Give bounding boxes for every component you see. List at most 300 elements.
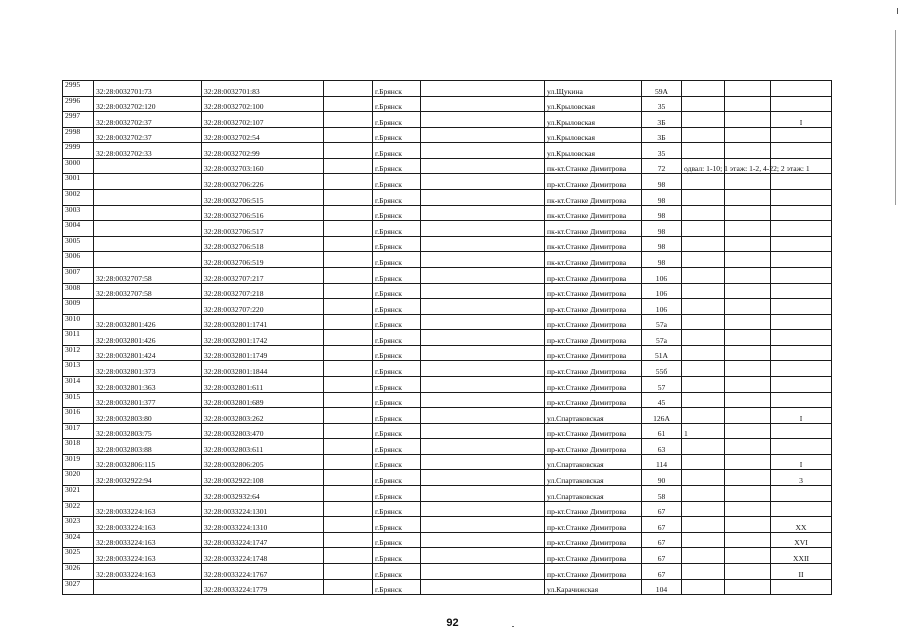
empty-cell (421, 361, 545, 377)
record-number-cell: 3008 (63, 283, 94, 299)
record-number-cell: 3013 (63, 361, 94, 377)
street-cell: пр-кт.Станке Димитрова (545, 361, 642, 377)
record-number-cell: 3022 (63, 501, 94, 517)
house-number-cell: 3Б (642, 112, 682, 128)
table-row (63, 563, 832, 579)
city-cell: г.Брянск (373, 392, 421, 408)
empty-cell (725, 532, 771, 548)
floor-premises-cell (682, 143, 725, 159)
house-number-cell: 98 (642, 190, 682, 206)
record-number-cell: 3003 (63, 205, 94, 221)
empty-cell (324, 579, 373, 595)
record-number-cell: 3010 (63, 314, 94, 330)
room-number-cell: I (771, 408, 832, 424)
empty-cell (421, 190, 545, 206)
room-number-cell: XVI (771, 532, 832, 548)
city-cell: г.Брянск (373, 283, 421, 299)
street-cell: пр-кт.Станке Димитрова (545, 517, 642, 533)
house-number-cell: 63 (642, 439, 682, 455)
record-number-cell: 3001 (63, 174, 94, 190)
empty-cell (421, 501, 545, 517)
land-cadastral-number-cell: 32:28:0032701:73 (94, 81, 202, 97)
floor-premises-cell (682, 361, 725, 377)
house-number-cell: 98 (642, 205, 682, 221)
empty-cell (725, 392, 771, 408)
record-number-cell: 3015 (63, 392, 94, 408)
floor-premises-cell (682, 376, 725, 392)
city-cell: г.Брянск (373, 376, 421, 392)
land-cadastral-number-cell: 32:28:0032702:37 (94, 127, 202, 143)
room-number-cell (771, 330, 832, 346)
record-number-cell: 3019 (63, 454, 94, 470)
empty-cell (725, 548, 771, 564)
land-cadastral-number-cell: 32:28:0032702:120 (94, 96, 202, 112)
table-row (63, 454, 832, 470)
table-row (63, 81, 832, 97)
city-cell: г.Брянск (373, 408, 421, 424)
house-number-cell: 126А (642, 408, 682, 424)
premises-cadastral-number-cell: 32:28:0032801:1749 (202, 345, 324, 361)
room-number-cell (771, 299, 832, 315)
empty-cell (421, 330, 545, 346)
street-cell: пр-кт.Станке Димитрова (545, 345, 642, 361)
street-cell: пк-кт.Станке Димитрова (545, 190, 642, 206)
room-number-cell (771, 423, 832, 439)
house-number-cell: 90 (642, 470, 682, 486)
empty-cell (421, 548, 545, 564)
house-number-cell: 72 (642, 158, 682, 174)
empty-cell (324, 236, 373, 252)
empty-cell (725, 205, 771, 221)
city-cell: г.Брянск (373, 127, 421, 143)
city-cell: г.Брянск (373, 361, 421, 377)
city-cell: г.Брянск (373, 96, 421, 112)
floor-premises-cell: одвал: 1-10; 1 этаж: 1-2, 4-22; 2 этаж: 1 (682, 158, 725, 174)
empty-cell (421, 454, 545, 470)
table-row (63, 190, 832, 206)
table-row (63, 299, 832, 315)
land-cadastral-number-cell: 32:28:0032806:115 (94, 454, 202, 470)
empty-cell (725, 361, 771, 377)
city-cell: г.Брянск (373, 548, 421, 564)
table-row (63, 376, 832, 392)
record-number-cell: 2996 (63, 96, 94, 112)
floor-premises-cell (682, 112, 725, 128)
empty-cell (324, 501, 373, 517)
empty-cell (725, 112, 771, 128)
land-cadastral-number-cell (94, 205, 202, 221)
empty-cell (421, 236, 545, 252)
empty-cell (421, 314, 545, 330)
street-cell: пр-кт.Станке Димитрова (545, 548, 642, 564)
premises-cadastral-number-cell: 32:28:0033224:1767 (202, 563, 324, 579)
empty-cell (421, 205, 545, 221)
table-row (63, 392, 832, 408)
empty-cell (421, 158, 545, 174)
empty-cell (421, 174, 545, 190)
registry-table (62, 80, 832, 595)
empty-cell (324, 408, 373, 424)
empty-cell (324, 96, 373, 112)
empty-cell (725, 96, 771, 112)
premises-cadastral-number-cell: 32:28:0033224:1779 (202, 579, 324, 595)
empty-cell (421, 392, 545, 408)
street-cell: пр-кт.Станке Димитрова (545, 314, 642, 330)
city-cell: г.Брянск (373, 470, 421, 486)
premises-cadastral-number-cell: 32:28:0032706:518 (202, 236, 324, 252)
empty-cell (725, 81, 771, 97)
empty-cell (725, 314, 771, 330)
empty-cell (421, 283, 545, 299)
premises-cadastral-number-cell: 32:28:0032707:217 (202, 267, 324, 283)
empty-cell (421, 221, 545, 237)
empty-cell (725, 252, 771, 268)
city-cell: г.Брянск (373, 330, 421, 346)
room-number-cell (771, 252, 832, 268)
city-cell: г.Брянск (373, 252, 421, 268)
house-number-cell: 98 (642, 174, 682, 190)
room-number-cell: XX (771, 517, 832, 533)
room-number-cell (771, 267, 832, 283)
premises-cadastral-number-cell: 32:28:0032707:218 (202, 283, 324, 299)
room-number-cell (771, 205, 832, 221)
empty-cell (725, 501, 771, 517)
city-cell: г.Брянск (373, 299, 421, 315)
land-cadastral-number-cell: 32:28:0032801:426 (94, 314, 202, 330)
empty-cell (725, 236, 771, 252)
floor-premises-cell (682, 127, 725, 143)
street-cell: ул.Спартаковская (545, 408, 642, 424)
table-row (63, 345, 832, 361)
premises-cadastral-number-cell: 32:28:0033224:1748 (202, 548, 324, 564)
house-number-cell: 61 (642, 423, 682, 439)
record-number-cell: 2998 (63, 127, 94, 143)
record-number-cell: 3011 (63, 330, 94, 346)
city-cell: г.Брянск (373, 501, 421, 517)
empty-cell (725, 330, 771, 346)
empty-cell (725, 486, 771, 502)
city-cell: г.Брянск (373, 174, 421, 190)
empty-cell (725, 563, 771, 579)
empty-cell (324, 376, 373, 392)
table-row (63, 470, 832, 486)
street-cell: пр-кт.Станке Димитрова (545, 299, 642, 315)
empty-cell (725, 579, 771, 595)
land-cadastral-number-cell (94, 299, 202, 315)
street-cell: пр-кт.Станке Димитрова (545, 532, 642, 548)
city-cell: г.Брянск (373, 205, 421, 221)
house-number-cell: 57 (642, 376, 682, 392)
empty-cell (324, 532, 373, 548)
house-number-cell: 67 (642, 548, 682, 564)
street-cell: ул.Карачижская (545, 579, 642, 595)
record-number-cell: 3006 (63, 252, 94, 268)
city-cell: г.Брянск (373, 81, 421, 97)
table-row (63, 143, 832, 159)
empty-cell (421, 127, 545, 143)
house-number-cell: 67 (642, 517, 682, 533)
empty-cell (421, 532, 545, 548)
floor-premises-cell (682, 174, 725, 190)
empty-cell (421, 267, 545, 283)
record-number-cell: 2997 (63, 112, 94, 128)
room-number-cell (771, 439, 832, 455)
land-cadastral-number-cell: 32:28:0033224:163 (94, 548, 202, 564)
empty-cell (421, 96, 545, 112)
street-cell: пр-кт.Станке Димитрова (545, 501, 642, 517)
empty-cell (421, 376, 545, 392)
street-cell: ул.Спартаковская (545, 470, 642, 486)
table-row (63, 174, 832, 190)
scan-speck (512, 626, 514, 627)
empty-cell (324, 470, 373, 486)
land-cadastral-number-cell: 32:28:0033224:163 (94, 532, 202, 548)
street-cell: пк-кт.Станке Димитрова (545, 221, 642, 237)
scan-edge-mark (897, 8, 898, 14)
empty-cell (324, 361, 373, 377)
house-number-cell: 106 (642, 283, 682, 299)
table-row (63, 283, 832, 299)
floor-premises-cell (682, 439, 725, 455)
table-row (63, 236, 832, 252)
table-row (63, 205, 832, 221)
room-number-cell (771, 392, 832, 408)
empty-cell (421, 143, 545, 159)
room-number-cell (771, 190, 832, 206)
empty-cell (324, 158, 373, 174)
table-row (63, 96, 832, 112)
premises-cadastral-number-cell: 32:28:0033224:1301 (202, 501, 324, 517)
street-cell: ул.Щукина (545, 81, 642, 97)
empty-cell (421, 112, 545, 128)
premises-cadastral-number-cell: 32:28:0032922:108 (202, 470, 324, 486)
floor-premises-cell (682, 190, 725, 206)
empty-cell (725, 345, 771, 361)
floor-premises-cell (682, 221, 725, 237)
empty-cell (324, 454, 373, 470)
room-number-cell (771, 221, 832, 237)
premises-cadastral-number-cell: 32:28:0032803:262 (202, 408, 324, 424)
empty-cell (324, 330, 373, 346)
empty-cell (324, 563, 373, 579)
table-row (63, 267, 832, 283)
city-cell: г.Брянск (373, 221, 421, 237)
table-row (63, 330, 832, 346)
table-row (63, 579, 832, 595)
land-cadastral-number-cell: 32:28:0033224:163 (94, 501, 202, 517)
city-cell: г.Брянск (373, 423, 421, 439)
record-number-cell: 3023 (63, 517, 94, 533)
record-number-cell: 3012 (63, 345, 94, 361)
empty-cell (725, 376, 771, 392)
table-row (63, 361, 832, 377)
table-row (63, 548, 832, 564)
table-row (63, 221, 832, 237)
land-cadastral-number-cell: 32:28:0032707:58 (94, 267, 202, 283)
floor-premises-cell (682, 579, 725, 595)
floor-premises-cell (682, 345, 725, 361)
floor-premises-cell (682, 548, 725, 564)
street-cell: пр-кт.Станке Димитрова (545, 423, 642, 439)
record-number-cell: 3021 (63, 486, 94, 502)
room-number-cell: I (771, 112, 832, 128)
table-row (63, 127, 832, 143)
empty-cell (421, 423, 545, 439)
city-cell: г.Брянск (373, 517, 421, 533)
floor-premises-cell (682, 408, 725, 424)
room-number-cell (771, 283, 832, 299)
street-cell: пр-кт.Станке Димитрова (545, 376, 642, 392)
empty-cell (725, 299, 771, 315)
house-number-cell: 104 (642, 579, 682, 595)
land-cadastral-number-cell: 32:28:0032702:33 (94, 143, 202, 159)
empty-cell (725, 517, 771, 533)
empty-cell (421, 299, 545, 315)
land-cadastral-number-cell: 32:28:0032803:88 (94, 439, 202, 455)
city-cell: г.Брянск (373, 314, 421, 330)
room-number-cell (771, 579, 832, 595)
room-number-cell: I (771, 454, 832, 470)
room-number-cell (771, 376, 832, 392)
premises-cadastral-number-cell: 32:28:0032706:226 (202, 174, 324, 190)
empty-cell (324, 112, 373, 128)
city-cell: г.Брянск (373, 439, 421, 455)
registry-table-body (63, 81, 832, 595)
empty-cell (421, 486, 545, 502)
table-row (63, 314, 832, 330)
street-cell: пр-кт.Станке Димитрова (545, 439, 642, 455)
street-cell: пр-кт.Станке Димитрова (545, 267, 642, 283)
empty-cell (725, 470, 771, 486)
land-cadastral-number-cell: 32:28:0032803:75 (94, 423, 202, 439)
land-cadastral-number-cell: 32:28:0032707:58 (94, 283, 202, 299)
empty-cell (421, 439, 545, 455)
premises-cadastral-number-cell: 32:28:0032702:107 (202, 112, 324, 128)
floor-premises-cell (682, 501, 725, 517)
floor-premises-cell (682, 267, 725, 283)
empty-cell (421, 563, 545, 579)
empty-cell (725, 127, 771, 143)
premises-cadastral-number-cell: 32:28:0032803:470 (202, 423, 324, 439)
land-cadastral-number-cell (94, 236, 202, 252)
record-number-cell: 3025 (63, 548, 94, 564)
premises-cadastral-number-cell: 32:28:0032702:100 (202, 96, 324, 112)
empty-cell (324, 486, 373, 502)
empty-cell (324, 314, 373, 330)
floor-premises-cell (682, 81, 725, 97)
house-number-cell: 67 (642, 532, 682, 548)
land-cadastral-number-cell (94, 174, 202, 190)
table-row (63, 158, 832, 174)
house-number-cell: 57а (642, 330, 682, 346)
premises-cadastral-number-cell: 32:28:0032707:220 (202, 299, 324, 315)
empty-cell (421, 81, 545, 97)
empty-cell (324, 392, 373, 408)
record-number-cell: 3026 (63, 563, 94, 579)
record-number-cell: 3005 (63, 236, 94, 252)
premises-cadastral-number-cell: 32:28:0032932:64 (202, 486, 324, 502)
land-cadastral-number-cell (94, 252, 202, 268)
room-number-cell (771, 314, 832, 330)
premises-cadastral-number-cell: 32:28:0032801:689 (202, 392, 324, 408)
house-number-cell: 45 (642, 392, 682, 408)
street-cell: пр-кт.Станке Димитрова (545, 392, 642, 408)
street-cell: ул.Крыловская (545, 143, 642, 159)
house-number-cell: 35 (642, 143, 682, 159)
premises-cadastral-number-cell: 32:28:0032706:517 (202, 221, 324, 237)
premises-cadastral-number-cell: 32:28:0032702:54 (202, 127, 324, 143)
page-number: 92 (446, 617, 459, 629)
room-number-cell (771, 236, 832, 252)
land-cadastral-number-cell: 32:28:0033224:163 (94, 563, 202, 579)
street-cell: пр-кт.Станке Димитрова (545, 283, 642, 299)
floor-premises-cell (682, 517, 725, 533)
empty-cell (324, 143, 373, 159)
street-cell: пк-кт.Станке Димитрова (545, 205, 642, 221)
record-number-cell: 3027 (63, 579, 94, 595)
land-cadastral-number-cell (94, 158, 202, 174)
room-number-cell (771, 361, 832, 377)
record-number-cell: 3014 (63, 376, 94, 392)
premises-cadastral-number-cell: 32:28:0033224:1747 (202, 532, 324, 548)
house-number-cell: 35 (642, 96, 682, 112)
premises-cadastral-number-cell: 32:28:0032801:1844 (202, 361, 324, 377)
house-number-cell: 98 (642, 221, 682, 237)
table-row (63, 408, 832, 424)
premises-cadastral-number-cell: 32:28:0032801:611 (202, 376, 324, 392)
scan-edge-line (895, 30, 896, 205)
floor-premises-cell (682, 236, 725, 252)
empty-cell (324, 345, 373, 361)
table-row (63, 252, 832, 268)
empty-cell (324, 423, 373, 439)
city-cell: г.Брянск (373, 267, 421, 283)
empty-cell (324, 267, 373, 283)
empty-cell (725, 408, 771, 424)
table-row (63, 517, 832, 533)
empty-cell (725, 454, 771, 470)
empty-cell (725, 423, 771, 439)
house-number-cell: 59А (642, 81, 682, 97)
room-number-cell (771, 486, 832, 502)
city-cell: г.Брянск (373, 112, 421, 128)
record-number-cell: 3016 (63, 408, 94, 424)
premises-cadastral-number-cell: 32:28:0032801:1741 (202, 314, 324, 330)
city-cell: г.Брянск (373, 236, 421, 252)
floor-premises-cell (682, 96, 725, 112)
empty-cell (324, 283, 373, 299)
empty-cell (421, 408, 545, 424)
empty-cell (324, 221, 373, 237)
empty-cell (324, 548, 373, 564)
record-number-cell: 3017 (63, 423, 94, 439)
premises-cadastral-number-cell: 32:28:0032806:205 (202, 454, 324, 470)
premises-cadastral-number-cell: 32:28:0032701:83 (202, 81, 324, 97)
land-cadastral-number-cell: 32:28:0032702:37 (94, 112, 202, 128)
room-number-cell: XXII (771, 548, 832, 564)
land-cadastral-number-cell: 32:28:0032922:94 (94, 470, 202, 486)
street-cell: ул.Спартаковская (545, 454, 642, 470)
land-cadastral-number-cell: 32:28:0032801:363 (94, 376, 202, 392)
empty-cell (725, 221, 771, 237)
floor-premises-cell (682, 283, 725, 299)
table-row (63, 501, 832, 517)
table-row (63, 532, 832, 548)
premises-cadastral-number-cell: 32:28:0032703:160 (202, 158, 324, 174)
table-row (63, 423, 832, 439)
empty-cell (421, 345, 545, 361)
floor-premises-cell (682, 532, 725, 548)
